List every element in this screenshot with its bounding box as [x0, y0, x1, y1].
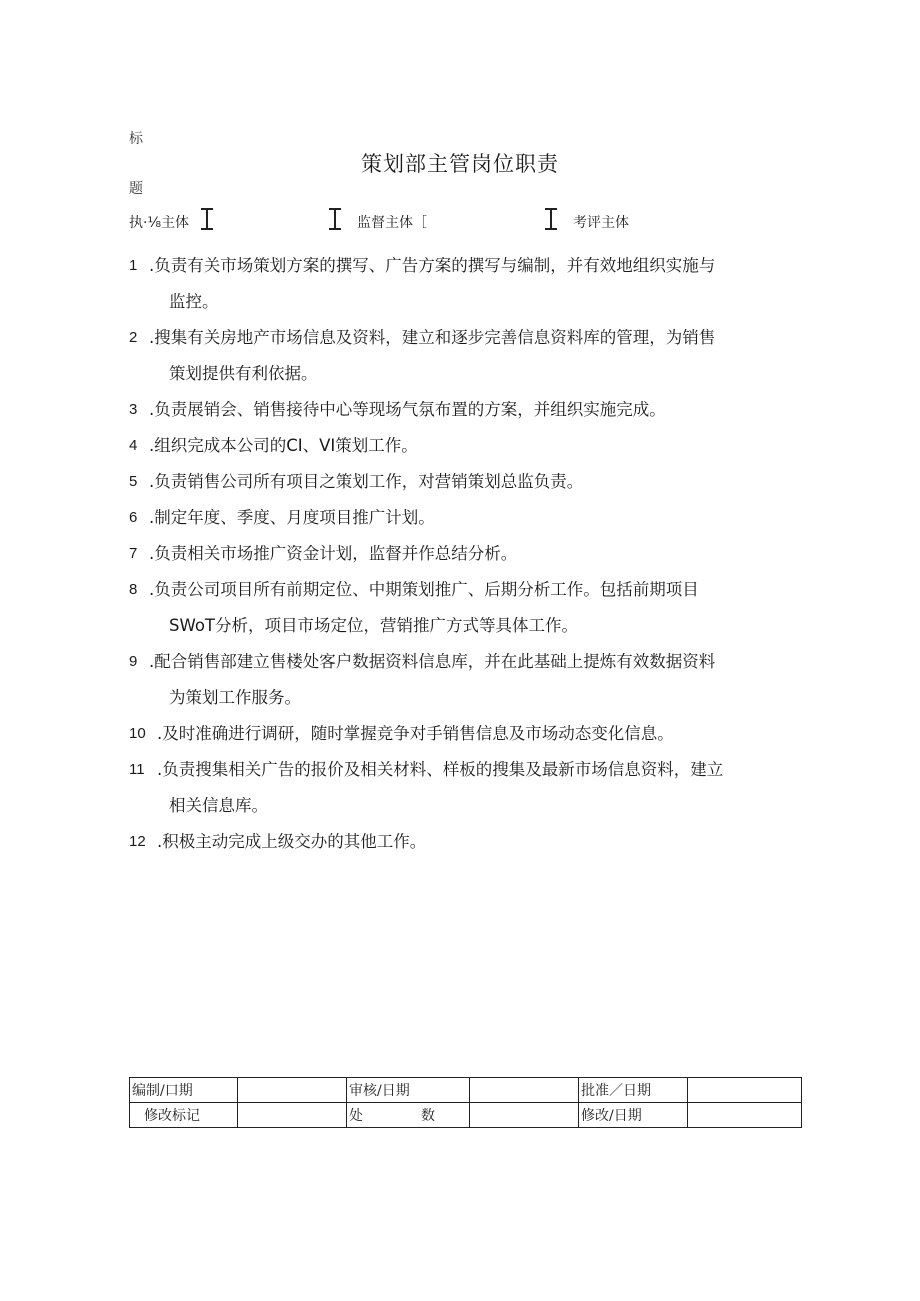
duty-text: .配合销售部建立售楼处客户数据资料信息库，并在此基础上提炼有效数据资料 [149, 652, 716, 671]
duty-text: .负责公司项目所有前期定位、中期策划推广、后期分析工作。包括前期项目 [149, 580, 699, 599]
reviewed-date-value [470, 1078, 579, 1103]
title-label-bottom: 题 [129, 181, 143, 197]
duty-number: 4 [129, 437, 138, 454]
duty-number: 8 [129, 581, 138, 598]
duty-item [129, 536, 809, 572]
revision-date-value [688, 1103, 802, 1128]
page-title: 策划部主管岗位职责 [361, 152, 559, 176]
duty-number: 12 [129, 833, 146, 850]
duty-text: .负责销售公司所有项目之策划工作，对营销策划总监负责。 [149, 472, 584, 491]
table-row [130, 1103, 802, 1128]
duty-item [129, 248, 809, 320]
revision-mark-value [238, 1103, 347, 1128]
approved-date-label: 批准／日期 [579, 1078, 688, 1103]
field-marker-icon [200, 208, 214, 230]
executor-label: 执·⅛主体 [129, 215, 190, 231]
approved-date-value [688, 1078, 802, 1103]
revision-count-label-part2: 数 [421, 1108, 435, 1124]
duty-item [129, 320, 809, 392]
duty-item [129, 500, 809, 536]
duty-text: .负责展销会、销售接待中心等现场气氛布置的方案，并组织实施完成。 [149, 400, 666, 419]
duty-item [129, 392, 809, 428]
duty-number: 10 [129, 725, 146, 742]
duty-text-continued: 策划提供有利依据。 [169, 364, 318, 383]
duty-text: .制定年度、季度、月度项目推广计划。 [149, 508, 435, 527]
duty-number: 2 [129, 329, 138, 346]
table-row [130, 1078, 802, 1103]
duty-number: 11 [129, 761, 145, 778]
reviewed-date-label: 审核/日期 [347, 1078, 470, 1103]
duty-number: 3 [129, 401, 138, 418]
duty-text: .负责有关市场策划方案的撰写、广告方案的撰写与编制，并有效地组织实施与 [149, 256, 716, 275]
revision-mark-label: 修改标记 [130, 1103, 238, 1128]
duty-number: 5 [129, 473, 138, 490]
revision-date-label: 修改/日期 [579, 1103, 688, 1128]
duty-item [129, 644, 809, 716]
duty-item [129, 428, 809, 464]
duty-item [129, 752, 809, 824]
duty-text-continued: SWoT分析，项目市场定位，营销推广方式等具体工作。 [169, 616, 578, 635]
duty-number: 1 [129, 257, 138, 274]
duty-item [129, 572, 809, 644]
revision-count-label-part1: 处 [349, 1108, 363, 1124]
evaluator-label: 考评主体 [573, 215, 629, 231]
duty-text-continued: 相关信息库。 [169, 796, 268, 815]
duty-text: .组织完成本公司的CI、VI策划工作。 [149, 436, 418, 455]
field-marker-icon [544, 208, 558, 230]
duty-number: 9 [129, 653, 138, 670]
duty-text: .积极主动完成上级交办的其他工作。 [157, 832, 427, 851]
duty-text-continued: 监控。 [169, 292, 219, 311]
duty-item [129, 464, 809, 500]
duty-list [129, 248, 809, 860]
duty-item [129, 824, 809, 860]
approval-table [129, 1077, 802, 1128]
prepared-date-value [238, 1078, 347, 1103]
duty-text: .负责搜集相关广告的报价及相关材料、样板的搜集及最新市场信息资料，建立 [157, 760, 724, 779]
responsibility-subjects [0, 205, 920, 235]
duty-item [129, 716, 809, 752]
field-marker-icon [328, 208, 342, 230]
revision-count-label [347, 1103, 470, 1128]
duty-text: .及时准确进行调研，随时掌握竞争对手销售信息及市场动态变化信息。 [157, 724, 674, 743]
duty-text: .负责相关市场推广资金计划，监督并作总结分析。 [149, 544, 518, 563]
duty-number: 7 [129, 545, 138, 562]
prepared-date-label: 编制/口期 [130, 1078, 238, 1103]
duty-text: .搜集有关房地产市场信息及资料，建立和逐步完善信息资料库的管理，为销售 [149, 328, 716, 347]
supervisor-label: 监督主体［ [357, 215, 427, 231]
revision-count-value [470, 1103, 579, 1128]
duty-number: 6 [129, 509, 138, 526]
title-label-top: 标 [129, 131, 143, 147]
duty-text-continued: 为策划工作服务。 [169, 688, 301, 707]
